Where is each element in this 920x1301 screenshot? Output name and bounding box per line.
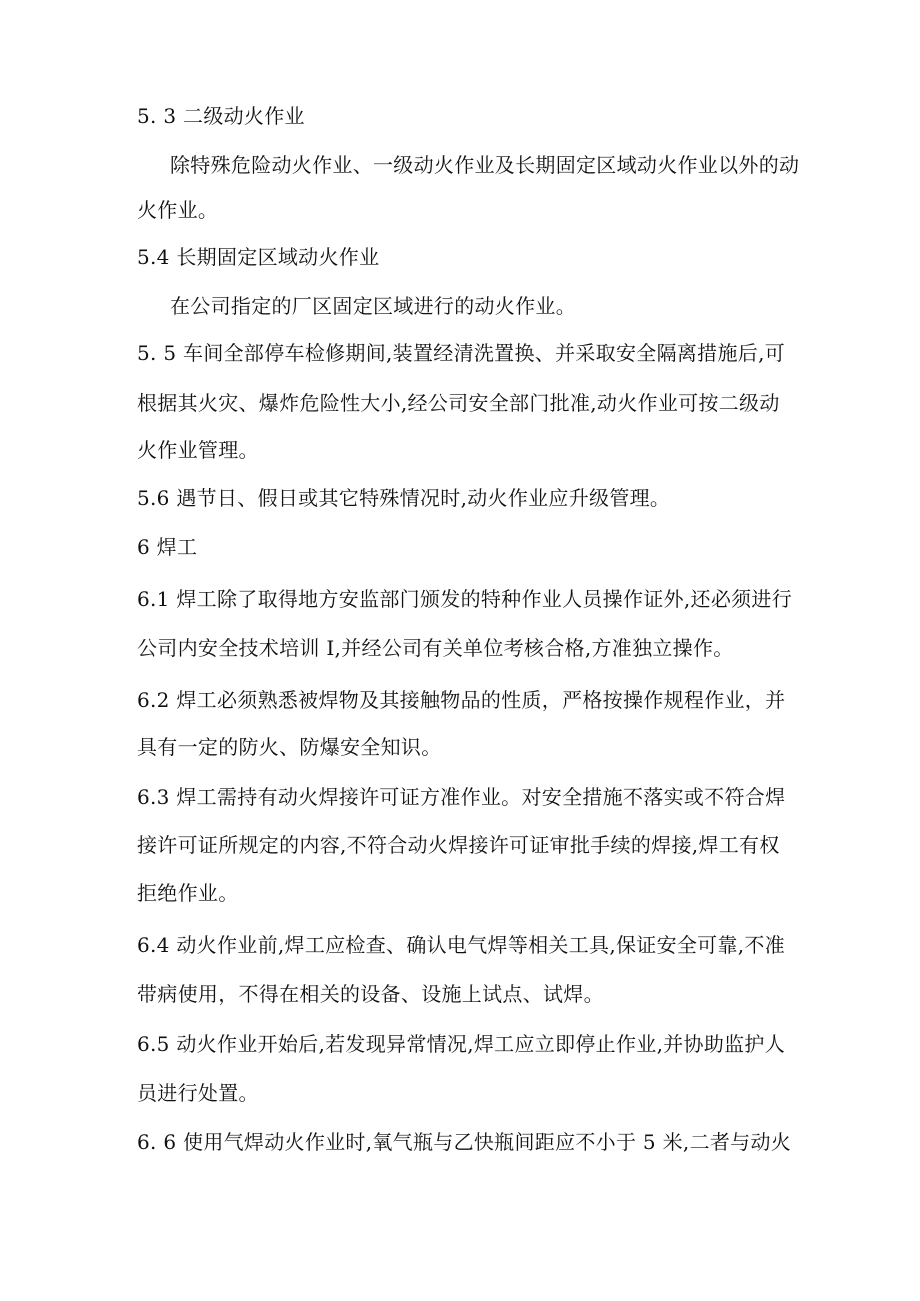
paragraph-line-6-6: 6. 6 使用气焊动火作业时,氧气瓶与乙快瓶间距应不小于 5 米,二者与动火 (137, 1130, 792, 1154)
paragraph-line-6-3: 6.3 焊工需持有动火焊接许可证方准作业。对安全措施不落实或不符合焊 (137, 785, 786, 809)
paragraph-line-6-2: 6.2 焊工必须熟悉被焊物及其接触物品的性质，严格按操作规程作业，并 (137, 688, 786, 712)
paragraph-line-5-5: 5. 5 车间全部停车检修期间,装置经清洗置换、并采取安全隔离措施后,可 (137, 341, 786, 365)
paragraph-line: 公司内安全技术培训 I,并经公司有关单位考核合格,方准独立操作。 (137, 636, 734, 660)
paragraph-line-6-4: 6.4 动火作业前,焊工应检查、确认电气焊等相关工具,保证安全可靠,不准 (137, 933, 786, 957)
section-heading-5-4: 5.4 长期固定区域动火作业 (137, 245, 380, 269)
paragraph-line: 根据其火灾、爆炸危险性大小,经公司安全部门批准,动火作业可按二级动 (137, 391, 780, 415)
paragraph-line: 员进行处置。 (137, 1081, 259, 1105)
paragraph-line: 带病使用，不得在相关的设备、设施上试点、试焊。 (137, 982, 604, 1006)
paragraph-line: 除特殊危险动火作业、一级动火作业及长期固定区域动火作业以外的动 (170, 153, 800, 177)
paragraph-line: 火作业。 (137, 198, 219, 222)
paragraph-line: 拒绝作业。 (137, 881, 239, 905)
paragraph-line: 接许可证所规定的内容,不符合动火焊接许可证审批手续的焊接,焊工有权 (137, 833, 780, 857)
paragraph-line: 在公司指定的厂区固定区域进行的动火作业。 (170, 294, 576, 318)
paragraph-line: 具有一定的防火、防爆安全知识。 (137, 735, 442, 759)
paragraph-line: 火作业管理。 (137, 438, 259, 462)
paragraph-line-6-5: 6.5 动火作业开始后,若发现异常情况,焊工应立即停止作业,并协助监护人 (137, 1032, 786, 1056)
paragraph-line-6-1: 6.1 焊工除了取得地方安监部门颁发的特种作业人员操作证外,还必须进行 (137, 587, 793, 611)
paragraph-line-5-6: 5.6 遇节日、假日或其它特殊情况时,动火作业应升级管理。 (137, 486, 671, 510)
section-heading-5-3: 5. 3 二级动火作业 (137, 104, 305, 128)
section-heading-6: 6 焊工 (137, 535, 198, 559)
